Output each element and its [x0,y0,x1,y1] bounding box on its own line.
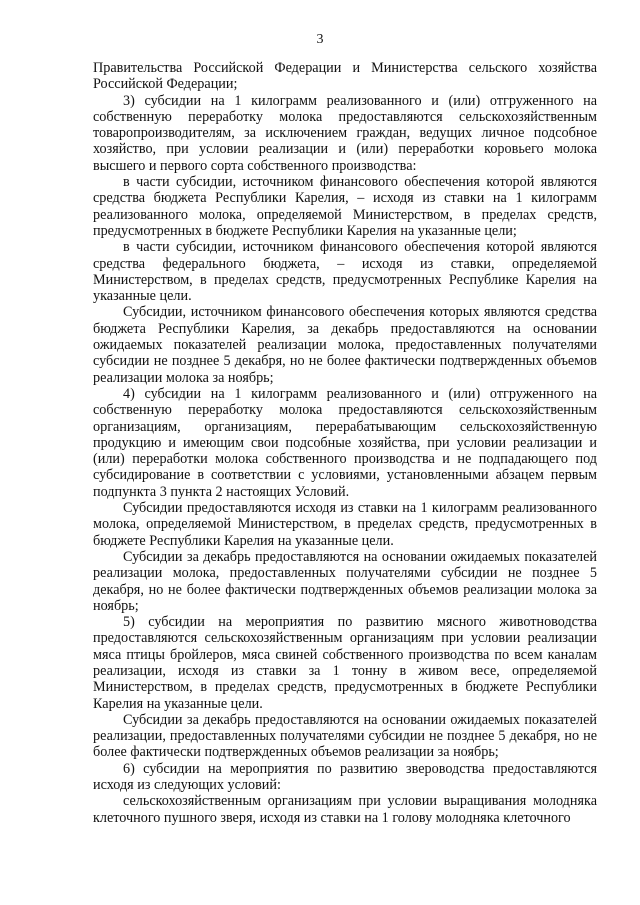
paragraph: в части субсидии, источником финансового обеспечения которой являются средства федерального бюджета, – исходя из ставки, определяемой Министерством, в пределах средств, предусмотренных Республике Карелия на указанные цели. [93,239,597,305]
page-number: 3 [316,32,324,47]
paragraph: 3) субсидии на 1 килограмм реализованного и (или) отгруженного на собственную переработку молока предоставляются сельскохозяйственным товаропроизводителям, за исключением граждан, ведущих личное подсобное хозяйство, при условии реализации и (или) переработки коровьего молока высшего и первого сорта собственного производства: [93,92,597,174]
paragraph: 5) субсидии на мероприятия по развитию мясного животноводства предоставляются сельскохозяйственным организациям при условии реализации мяса птицы бройлеров, мяса свиней собственного производства по всем каналам реализации, исходя из ставки за 1 тонну в живом весе, определяемой Министерством, в пределах средств, предусмотренных в бюджете Республики Карелия на указанные цели. [93,614,597,712]
document-body [93,60,597,826]
paragraph: сельскохозяйственным организациям при условии выращивания молодняка клеточного пушного зверя, исходя из ставки на 1 голову молодняка клеточного [93,793,597,826]
paragraph: Субсидии за декабрь предоставляются на основании ожидаемых показателей реализации молока, предоставленных получателями субсидии не позднее 5 декабря, но не более фактически подтвержденных объемов реализации молока за ноябрь; [93,548,597,614]
paragraph: Субсидии за декабрь предоставляются на основании ожидаемых показателей реализации, предоставленных получателями субсидии не позднее 5 декабря, но не более фактически подтвержденных объемов реализации за ноябрь; [93,711,597,761]
paragraph: Субсидии, источником финансового обеспечения которых являются средства бюджета Республики Карелия, за декабрь предоставляются на основании ожидаемых показателей реализации молока, предоставленных получателями субсидии не позднее 5 декабря, но не более фактически подтвержденных объемов реализации молока за ноябрь; [93,304,597,386]
paragraph: Субсидии предоставляются исходя из ставки на 1 килограмм реализованного молока, определяемой Министерством, в пределах средств, предусмотренных в бюджете Республики Карелия на указанные цели. [93,500,597,549]
paragraph: в части субсидии, источником финансового обеспечения которой являются средства бюджета Республики Карелия, – исходя из ставки на 1 килограмм реализованного молока, определяемой Министерством, в пределах средств, предусмотренных в бюджете Республики Карелия на указанные цели; [93,174,597,239]
paragraph: 4) субсидии на 1 килограмм реализованного и (или) отгруженного на собственную переработку молока предоставляются сельскохозяйственным организациям, организациям, перерабатывающим сельскохозяйственную продукцию и имеющим свои подсобные хозяйства, при условии реализации и (или) переработки молока собственного производства и не подпадающего под субсидирование в соответствии с условиями, установленными абзацем первым подпункта 3 пункта 2 настоящих Условий. [93,385,597,500]
paragraph: Правительства Российской Федерации и Министерства сельского хозяйства Российской Федерации; [93,60,597,93]
paragraph: 6) субсидии на мероприятия по развитию звероводства предоставляются исходя из следующих условий: [93,760,597,794]
